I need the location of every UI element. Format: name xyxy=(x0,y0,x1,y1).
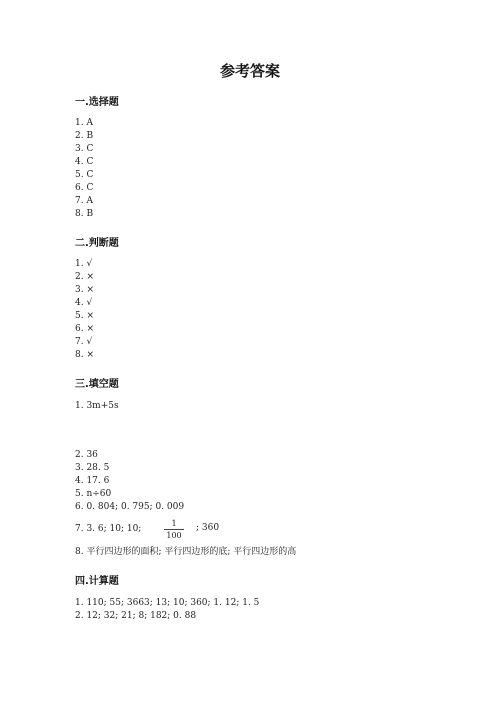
list-item: 3. 28. 5 xyxy=(75,463,110,473)
list-item: 8. 平行四边形的面积; 平行四边形的底; 平行四边形的高 xyxy=(75,547,297,557)
list-item: 1. 110; 55; 3663; 13; 10; 360; 1. 12; 1. 5 xyxy=(75,598,260,608)
list-item: 4. C xyxy=(75,157,94,167)
list-item: 1. √ xyxy=(75,259,93,269)
list-item: 2. × xyxy=(75,272,94,282)
list-item: 5. × xyxy=(75,311,94,321)
fraction xyxy=(164,519,184,540)
list-item: 3. × xyxy=(75,285,94,295)
page-title: 参考答案 xyxy=(219,62,280,80)
list-item: 2. 36 xyxy=(75,450,98,460)
section-heading-fill: 三.填空题 xyxy=(75,379,119,390)
list-item: 2. 12; 32; 21; 8; 182; 0. 88 xyxy=(75,611,197,621)
list-item: 1. A xyxy=(75,118,93,128)
section-heading-choice: 一.选择题 xyxy=(75,97,119,108)
fraction-numerator: 1 xyxy=(164,519,184,530)
fraction-denominator: 100 xyxy=(166,531,182,540)
list-item: 7. √ xyxy=(75,337,93,347)
list-item: 4. 17. 6 xyxy=(75,476,110,486)
section-heading-calc: 四.计算题 xyxy=(75,576,119,587)
list-item: 6. C xyxy=(75,183,94,193)
list-item: 8. × xyxy=(75,350,94,360)
list-item: 5. C xyxy=(75,170,94,180)
list-item: 1. 3m+5s xyxy=(75,401,119,411)
list-item: 2. B xyxy=(75,131,94,141)
list-item: 8. B xyxy=(75,209,94,219)
list-item: 3. C xyxy=(75,144,94,154)
list-item: 6. 0. 804; 0. 795; 0. 009 xyxy=(75,502,185,512)
list-item: 4. √ xyxy=(75,298,93,308)
list-item: 7. 3. 6; 10; 10; xyxy=(75,524,142,534)
list-item: 6. × xyxy=(75,324,94,334)
section-heading-judge: 二.判断题 xyxy=(75,238,119,249)
list-item: 5. n÷60 xyxy=(75,489,112,499)
list-item-tail: ; 360 xyxy=(196,523,220,533)
list-item: 7. A xyxy=(75,196,93,206)
